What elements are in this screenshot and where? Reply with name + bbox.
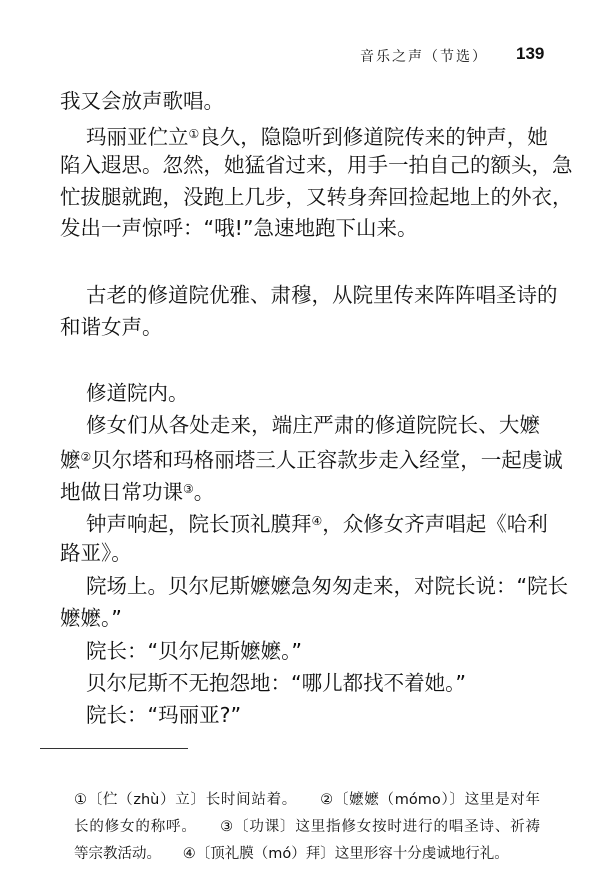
text-line: 我又会放声歌唱。 [60, 89, 224, 113]
text-line: 嬷②贝尔塔和玛格丽塔三人正容款步走入经堂，一起虔诚 [60, 448, 563, 472]
footnote-line: ①〔伫（zhù）立〕长时间站着。 ②〔嬷嬷（mómo）〕这里是对年 [74, 792, 540, 808]
text-line: 贝尔尼斯不无抱怨地：“哪儿都找不着她。” [86, 671, 466, 695]
text-line: 玛丽亚伫立①良久，隐隐听到修道院传来的钟声，她 [86, 125, 548, 149]
text-line: 院场上。贝尔尼斯嬷嬷急匆匆走来，对院长说：“院长 [86, 574, 569, 598]
text-line: 陷入遐思。忽然，她猛省过来，用手一拍自己的额头，急 [60, 153, 573, 177]
text-line: 院长：“玛丽亚?” [86, 703, 242, 727]
page-number: 139 [516, 44, 545, 63]
text-line: 路亚》。 [60, 541, 132, 565]
text-line: 古老的修道院优雅、肃穆，从院里传来阵阵唱圣诗的 [86, 283, 558, 307]
text-line: 和谐女声。 [60, 315, 163, 339]
footnote-line: 等宗教活动。 ④〔顶礼膜（mó）拜〕这里形容十分虔诚地行礼。 [74, 846, 509, 862]
text-line: 钟声响起，院长顶礼膜拜④，众修女齐声唱起《哈利 [86, 512, 548, 536]
text-line: 发出一声惊呼：“哦!”急速地跑下山来。 [60, 216, 418, 240]
footnote-line: 长的修女的称呼。 ③〔功课〕这里指修女按时进行的唱圣诗、祈祷 [74, 819, 540, 835]
text-line: 院长：“贝尔尼斯嬷嬷。” [86, 639, 302, 663]
footnote-ref: ① [188, 127, 200, 141]
footnote-ref: ④ [311, 514, 323, 528]
footnote-divider [40, 748, 188, 749]
text-line: 地做日常功课③。 [60, 480, 215, 504]
text-line: 修道院内。 [86, 381, 189, 405]
text-line: 忙拔腿就跑，没跑上几步，又转身奔回捡起地上的外衣， [60, 185, 573, 209]
footnote-ref: ③ [183, 482, 194, 496]
text-line: 修女们从各处走来，端庄严肃的修道院院长、大嬷 [86, 413, 540, 437]
running-title: 音乐之声（节选） [360, 49, 488, 65]
footnote-ref: ② [80, 450, 92, 464]
text-line: 嬷嬷。” [60, 606, 122, 630]
